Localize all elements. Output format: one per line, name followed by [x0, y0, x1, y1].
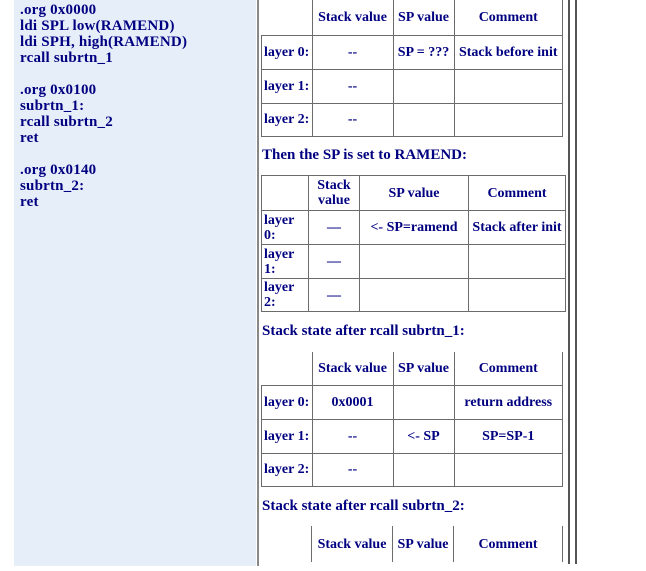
- code-line: rcall subrtn_2: [20, 114, 113, 130]
- section-caption: Stack state after rcall subrtn_1:: [262, 323, 465, 339]
- layer-label: layer 2:: [262, 453, 313, 486]
- comment: [454, 103, 563, 136]
- code-line: .org 0x0000: [20, 2, 97, 18]
- sp-value: [393, 385, 454, 419]
- col-header: SP value: [360, 176, 469, 211]
- section-caption: Stack state after rcall subrtn_2:: [262, 498, 465, 514]
- stack-table-after-init: [261, 175, 566, 312]
- layer-label: layer 2:: [262, 279, 309, 312]
- stack-value: --: [312, 35, 393, 69]
- sp-value: [393, 453, 454, 486]
- col-header: Stack value: [312, 0, 393, 35]
- sp-value: [360, 245, 469, 279]
- divider: [257, 0, 259, 566]
- assembly-code: [20, 2, 187, 210]
- section-caption: Then the SP is set to RAMEND:: [262, 147, 467, 163]
- comment: return address: [454, 385, 563, 419]
- code-line-blank: [20, 146, 187, 162]
- col-header: Comment: [469, 176, 566, 211]
- stack-value: --: [312, 103, 393, 136]
- sp-value: SP = ???: [393, 35, 454, 69]
- divider: [575, 0, 577, 564]
- comment: Stack before init: [454, 35, 563, 69]
- sp-value: <- SP: [393, 419, 454, 453]
- sp-value: [393, 69, 454, 103]
- stack-table-after-rcall-2: [261, 526, 563, 562]
- col-header: Stack value: [309, 176, 360, 211]
- col-header: Stack value: [312, 352, 393, 385]
- code-line: ldi SPL low(RAMEND): [20, 18, 175, 34]
- comment: [454, 453, 563, 486]
- sp-value: <- SP=ramend: [360, 211, 469, 245]
- col-header: SP value: [393, 526, 454, 562]
- code-line: ret: [20, 194, 39, 210]
- stack-table-before-init: [261, 0, 563, 137]
- stack-value: --: [312, 453, 393, 486]
- code-line: .org 0x0140: [20, 162, 97, 178]
- comment: [469, 279, 566, 312]
- code-line: subrtn_2:: [20, 178, 85, 194]
- stack-value: --: [312, 419, 393, 453]
- col-header: SP value: [393, 352, 454, 385]
- code-line: ret: [20, 130, 39, 146]
- code-line: subrtn_1:: [20, 98, 85, 114]
- code-line: .org 0x0100: [20, 82, 97, 98]
- col-header: Comment: [454, 352, 563, 385]
- stack-value: —: [309, 245, 360, 279]
- comment: [454, 69, 563, 103]
- layer-label: layer 1:: [262, 69, 313, 103]
- layer-label: layer 0:: [262, 211, 309, 245]
- stack-value: --: [312, 69, 393, 103]
- comment: [469, 245, 566, 279]
- layer-label: layer 1:: [262, 419, 313, 453]
- stack-value: —: [309, 211, 360, 245]
- layer-label: layer 1:: [262, 245, 309, 279]
- col-header: Comment: [454, 0, 563, 35]
- stack-value: 0x0001: [312, 385, 393, 419]
- layer-label: layer 0:: [262, 35, 313, 69]
- code-line-blank: [20, 66, 187, 82]
- col-header: Stack value: [312, 526, 393, 562]
- col-header: SP value: [393, 0, 454, 35]
- col-header: Comment: [454, 526, 563, 562]
- stack-table-after-rcall-1: [261, 352, 563, 487]
- layer-label: layer 2:: [262, 103, 313, 136]
- comment: SP=SP-1: [454, 419, 563, 453]
- comment: Stack after init: [469, 211, 566, 245]
- divider: [568, 0, 570, 564]
- sp-value: [393, 103, 454, 136]
- stack-value: —: [309, 279, 360, 312]
- sp-value: [360, 279, 469, 312]
- code-line: rcall subrtn_1: [20, 50, 113, 66]
- code-line: ldi SPH, high(RAMEND): [20, 34, 188, 50]
- code-panel: [14, 0, 256, 566]
- layer-label: layer 0:: [262, 385, 313, 419]
